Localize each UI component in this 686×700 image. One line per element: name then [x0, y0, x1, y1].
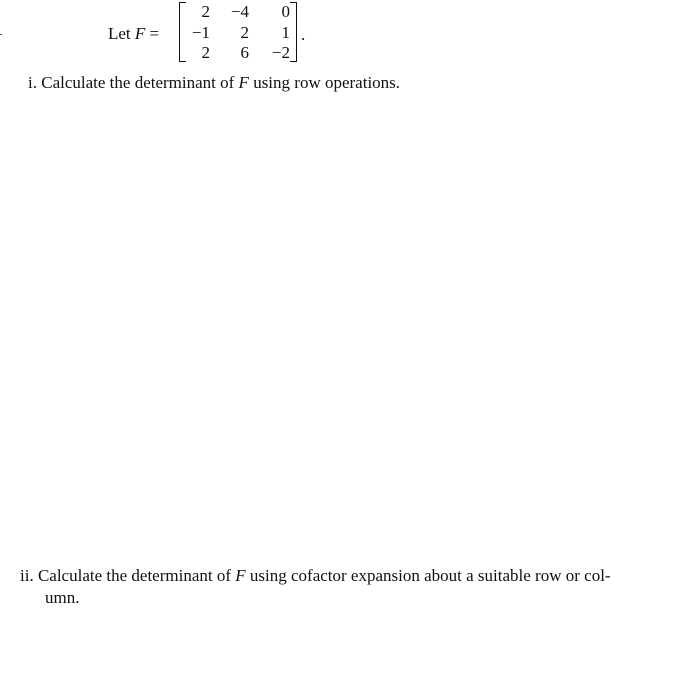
matrix-definition-label: [108, 24, 159, 44]
matrix-cell-r3c3: −2: [271, 43, 290, 62]
question-i: [28, 73, 400, 93]
matrix-name: F: [134, 24, 146, 43]
question-ii-text: Calculate the determinant of: [37, 566, 236, 585]
question-ii-line2: umn.: [45, 588, 80, 607]
matrix-period: .: [301, 25, 306, 44]
question-i-label: i.: [28, 73, 37, 92]
question-i-var: F: [238, 73, 249, 92]
matrix-cell-r3c2: 6: [240, 43, 249, 62]
question-i-text-end: using row operations.: [248, 73, 401, 92]
matrix-cell-r2c3: 1: [281, 23, 290, 42]
question-ii: [20, 566, 611, 586]
question-ii-var: F: [235, 566, 246, 585]
equals-sign: =: [145, 24, 160, 43]
left-bracket: [179, 2, 186, 62]
matrix-cell-r1c2: −4: [230, 2, 249, 21]
matrix-cell-r1c3: 0: [281, 2, 290, 21]
right-bracket: [290, 2, 297, 62]
question-i-text: Calculate the determinant of: [41, 73, 239, 92]
let-prefix: Let: [108, 24, 135, 43]
matrix-F: [179, 0, 297, 60]
matrix-cell-r3c1: 2: [201, 43, 210, 62]
question-ii-text-end: using cofactor expansion about a suitable row or col-: [245, 566, 611, 585]
question-ii-label: ii.: [20, 566, 34, 585]
matrix-cell-r2c2: 2: [240, 23, 249, 42]
matrix-cell-r2c1: −1: [191, 23, 210, 42]
matrix-cell-r1c1: 2: [201, 2, 210, 21]
margin-mark: [0, 34, 2, 35]
